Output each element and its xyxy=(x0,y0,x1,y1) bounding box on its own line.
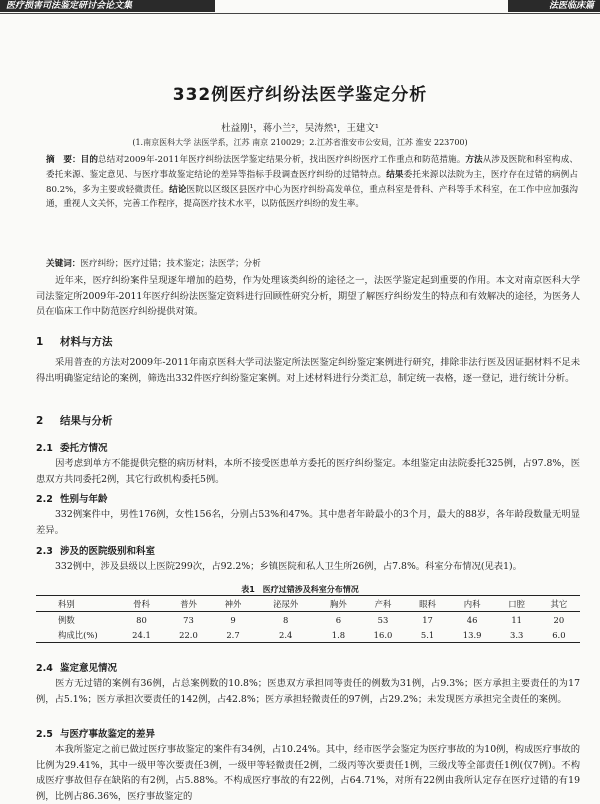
running-head-right-text: 法医临床篇 xyxy=(548,1,594,11)
table-1-cell: 46 xyxy=(466,614,478,625)
table-1-header-cell: 其它 xyxy=(538,596,580,612)
section-2-heading xyxy=(36,413,113,428)
running-head-rule xyxy=(0,13,600,14)
affiliation: (1.南京医科大学 法医学系，江苏 南京 210029；2.江苏省淮安市公安局，江苏 淮安 223700) xyxy=(132,138,468,147)
abstract-objective-label: 目的 xyxy=(80,155,99,165)
section-2-2-title: 性别与年龄 xyxy=(60,494,108,505)
section-1-number: 1 xyxy=(36,336,44,348)
author-list: 杜益刚¹，蒋小兰²，吴涛然¹，王建文¹ xyxy=(221,123,379,134)
paper-title: 332例医疗纠纷法医学鉴定分析 xyxy=(172,85,428,105)
section-2-3-number: 2.3 xyxy=(36,546,53,557)
table-1-header-cell: 眼科 xyxy=(406,596,448,612)
section-2-4-paragraph xyxy=(36,676,580,707)
section-2-5-paragraph xyxy=(36,742,580,804)
section-2-5-title: 与医疗事故鉴定的差异 xyxy=(60,729,156,740)
abstract-method-text: 从涉及医院和科室构成、委托来源、鉴定意见、与医疗事故鉴定结论的差异等指标手段调查医疗纠纷的过错特点。 xyxy=(46,155,578,180)
table-1-cell: 3.3 xyxy=(496,627,538,643)
abstract-result-label: 结果 xyxy=(386,169,404,180)
table-1-header-row xyxy=(36,596,580,612)
table-1-cell: 24.1 xyxy=(118,627,165,643)
table-1-row-percent xyxy=(36,627,580,643)
table-1-header-cell: 普外 xyxy=(165,596,212,612)
section-2-1-text: 因考虑到单方不能提供完整的病历材料，本所不接受医患单方委托的医疗纠纷鉴定。本组鉴定由法院委托325例，占97.8%，医患双方共同委托2例，其它行政机构委托5例。 xyxy=(36,458,580,485)
table-1-cell: 73 xyxy=(183,614,194,625)
section-2-4-title: 鉴定意见情况 xyxy=(60,663,118,674)
section-2-1-number: 2.1 xyxy=(36,443,53,454)
section-2-4-number: 2.4 xyxy=(36,663,53,674)
abstract xyxy=(46,153,578,212)
keywords xyxy=(46,257,578,271)
section-2-1-title: 委托方情况 xyxy=(60,443,108,454)
section-2-4-text: 医方无过错的案例有36例，占总案例数的10.8%；医患双方承担同等责任的例数为31例，占9.3%；医方承担主要责任的为17例，占5.1%；医方承担次要责任的142例，占42.8%；医方承担轻微责任的97例，占29.2%；未发现医方承担完全责任的案例。 xyxy=(36,678,580,705)
table-1-header-cell: 口腔 xyxy=(496,596,538,612)
section-1-heading xyxy=(36,334,113,349)
section-1-text: 采用普查的方法对2009年-2011年南京医科大学司法鉴定所法医鉴定纠纷鉴定案例进行研究，排除非法行医及因证据材料不足未得出明确鉴定结论的案例，筛选出332件医疗纠纷鉴定案例。对上述材料进行分类汇总，制定统一表格，逐一登记，进行统计分析。 xyxy=(36,357,580,384)
running-head xyxy=(0,0,600,18)
section-2-title: 结果与分析 xyxy=(60,415,113,427)
table-1-cell: 13.9 xyxy=(449,627,496,643)
table-1 xyxy=(36,595,580,643)
table-1-cell: 2.4 xyxy=(254,627,317,643)
section-2-5-number: 2.5 xyxy=(36,729,53,740)
abstract-method-label: 方法 xyxy=(465,155,483,165)
table-1-cell: 5.1 xyxy=(406,627,448,643)
table-1-header-cell: 神外 xyxy=(212,596,254,612)
section-2-3-title: 涉及的医院级别和科室 xyxy=(60,546,156,557)
table-1-cell: 6 xyxy=(335,614,342,625)
abstract-label: 摘 要： xyxy=(46,155,81,165)
table-1-cell: 9 xyxy=(230,614,236,625)
table-1-row-counts xyxy=(36,612,580,628)
intro-paragraph xyxy=(36,273,580,320)
table-1-header-cell: 泌尿外 xyxy=(254,596,317,612)
keywords-label: 关键词： xyxy=(46,259,81,269)
table-1-header-cell: 胸外 xyxy=(317,596,359,612)
section-2-2-text: 332例案件中，男性176例，女性156名，分别占53%和47%。其中患者年龄最小的3个月，最大的88岁，各年龄段数量无明显差异。 xyxy=(36,509,580,536)
table-1-caption: 表1 医疗过错涉及科室分布情况 xyxy=(241,585,359,594)
section-2-5-heading xyxy=(36,726,155,740)
section-2-1-paragraph xyxy=(36,456,580,487)
table-1-cell: 例数 xyxy=(58,614,75,625)
section-2-2-heading xyxy=(36,491,108,505)
table-1-header-cell: 产科 xyxy=(360,596,407,612)
section-2-2-paragraph xyxy=(36,507,580,538)
table-1-cell: 17 xyxy=(422,614,433,625)
abstract-conclusion-label: 结论 xyxy=(169,184,187,195)
table-1-header-cell: 科别 xyxy=(36,596,118,612)
intro-text: 近年来，医疗纠纷案件呈现逐年增加的趋势，作为处理该类纠纷的途径之一，法医学鉴定起到重要的作用。本文对南京医科大学司法鉴定所2009年-2011年医疗纠纷法医鉴定资料进行回顾性研究分析，期望了解医疗纠纷发生的特点和有效解决的途径，为医务人员在临床工作中防范医疗纠纷提供对策。 xyxy=(36,275,580,318)
table-1-cell: 2.7 xyxy=(212,627,254,643)
table-1-cell: 6.0 xyxy=(538,627,580,643)
table-1-cell: 16.0 xyxy=(360,627,407,643)
abstract-objective-text: 总结对2009年-2011年医疗纠纷法医学鉴定结果分析，找出医疗纠纷医疗工作重点和防范措施。 xyxy=(98,155,466,165)
keywords-text: 医疗纠纷；医疗过错；技术鉴定；法医学；分析 xyxy=(80,259,261,269)
abstract-conclusion-text: 医院以区级区县医疗中心为医疗纠纷高发单位，重点科室是骨科、产科等手术科室，在工作中应加强沟通，重视人文关怀，完善工作程序，提高医疗技术水平，以防低医疗纠纷的发生率。 xyxy=(46,184,578,210)
table-1-cell: 53 xyxy=(377,614,389,625)
table-1-cell: 80 xyxy=(136,614,147,625)
section-2-1-heading xyxy=(36,440,108,454)
section-2-number: 2 xyxy=(36,415,44,427)
section-1-title: 材料与方法 xyxy=(60,336,113,348)
table-1-header-cell: 骨科 xyxy=(118,596,165,612)
table-1-header-cell: 内科 xyxy=(449,596,496,612)
section-2-4-heading xyxy=(36,660,117,674)
table-1-cell: 11 xyxy=(511,614,522,625)
table-1-cell: 1.8 xyxy=(317,627,359,643)
section-2-3-heading xyxy=(36,543,155,557)
abstract-result-text: 委托来源以法院为主，医疗存在过错的病例占80.2%，多为主要或轻微责任。 xyxy=(46,169,578,195)
section-1-paragraph xyxy=(36,355,580,386)
section-2-2-number: 2.2 xyxy=(36,494,53,505)
table-1-cell: 20 xyxy=(553,614,565,625)
table-1-cell: 构成比(%) xyxy=(36,627,118,643)
section-2-3-paragraph xyxy=(36,559,580,575)
table-1-cell: 8 xyxy=(283,614,289,625)
table-1-cell: 22.0 xyxy=(165,627,212,643)
section-2-3-text: 332例中，涉及县级以上医院299次，占92.2%；乡镇医院和私人卫生所26例，占7.8%。科室分布情况(见表1)。 xyxy=(55,561,522,572)
running-head-left-text: 医疗损害司法鉴定研讨会论文集 xyxy=(6,1,133,11)
section-2-5-text: 本我所鉴定之前已做过医疗事故鉴定的案件有34例，占10.24%。其中，经市医学会鉴定为医疗事故的为10例，构成医疗事故的比例为29.41%，其中一级甲等次要责任3例，一级甲等轻微责任2例，二级丙等次要责任1例，三级戊等全部责任1例(仅7例)。不构成医疗事故但存在缺陷的有2例，占5.88%。不构成医疗事故的有22例，占64.71%，对所有22例由我所认定存在医疗过错的有19例，比例占86.36%，医疗事故鉴定的 xyxy=(36,744,580,802)
